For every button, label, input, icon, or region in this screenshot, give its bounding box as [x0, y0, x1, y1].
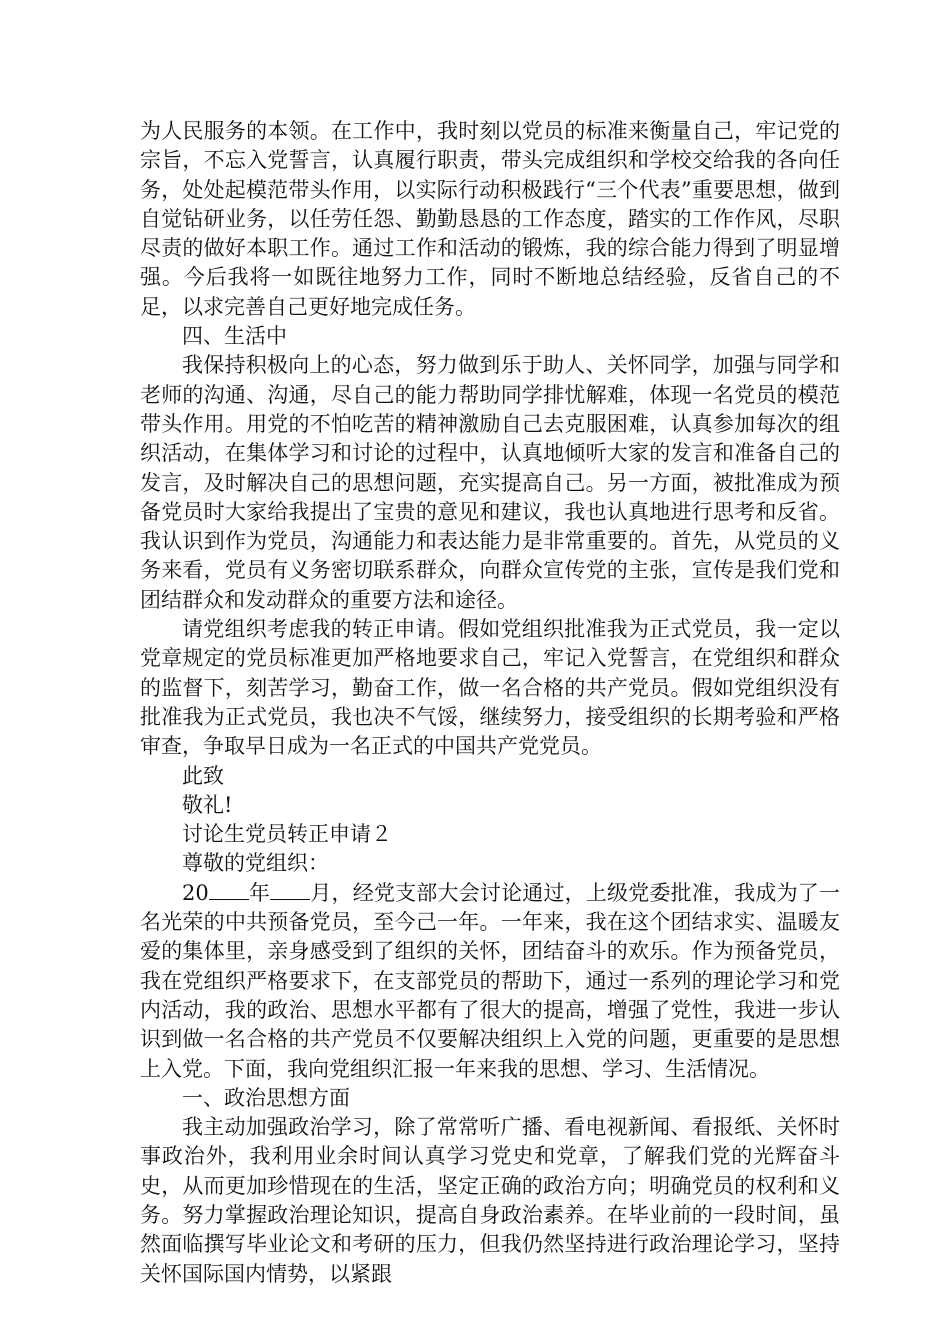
document-title-2: 讨论生党员转正申请２ [182, 822, 392, 847]
closing-line-2: 敬礼! [182, 792, 233, 817]
document-body [140, 117, 840, 1289]
year-word: 年 [248, 880, 271, 905]
year-prefix: 20 [182, 880, 209, 905]
intro-text: 月，经党支部大会讨论通过，上级党委批准，我成为了一名光荣的中共预备党员，至今己一年。一年来，我在这个团结求实、温暖友爱的集体里，亲身感受到了组织的关怀，团结奋斗的欢乐。作为预备党员，我在党组织严格要求下，在支部党员的帮助下，通过一系列的理论学习和党内活动，我的政治、思想水平都有了很大的提高，增强了党性，我进一步认识到做一名合格的共产党员不仅要解决组织上入党的问题，更重要的是思想上入党。下面，我向党组织汇报一年来我的思想、学习、生活情况。 [140, 880, 840, 1081]
salutation: 尊敬的党组织： [182, 851, 329, 876]
month-blank [270, 879, 310, 900]
closing-line-1: 此致 [182, 763, 224, 788]
section-heading-politics: 一、政治思想方面 [182, 1085, 350, 1110]
paragraph-intro [140, 879, 840, 1084]
paragraph-request: 请党组织考虑我的转正申请。假如党组织批准我为正式党员，我一定以党章规定的党员标准更加严格地要求自己，牢记入党誓言，在党组织和群众的监督下，刻苦学习，勤奋工作，做一名合格的共产党员。假如党组织没有批准我为正式党员，我也决不气馁，继续努力，接受组织的长期考验和严格审查，争取早日成为一名正式的中国共产党党员。 [140, 617, 840, 759]
year-blank [209, 879, 249, 900]
paragraph-work: 为人民服务的本领。在工作中，我时刻以党员的标准来衡量自己，牢记党的宗旨，不忘入党誓言，认真履行职责，带头完成组织和学校交给我的各向任务，处处起模范带头作用，以实际行动积极践行“三个代表”重要思想，做到自觉钻研业务，以任劳任怨、勤勤恳恳的工作态度，踏实的工作作风，尽职尽责的做好本职工作。通过工作和活动的锻炼，我的综合能力得到了明显增强。今后我将一如既往地努力工作，同时不断地总结经验，反省自己的不足，以求完善自己更好地完成任务。 [140, 119, 840, 319]
paragraph-politics: 我主动加强政治学习，除了常常听广播、看电视新闻、看报纸、关怀时事政治外，我利用业余时间认真学习党史和党章，了解我们党的光辉奋斗史，从而更加珍惜现在的生活，坚定正确的政治方向；明确党员的权利和义务。努力掌握政治理论知识，提高自身政治素养。在毕业前的一段时间，虽然面临撰写毕业论文和考研的压力，但我仍然坚持进行政治理论学习，坚持关怀国际国内情势，以紧跟 [140, 1115, 840, 1286]
paragraph-life: 我保持积极向上的心态，努力做到乐于助人、关怀同学，加强与同学和老师的沟通、沟通，尽自己的能力帮助同学排忧解难，体现一名党员的模范带头作用。用党的不怕吃苦的精神激励自己去克服困难，认真参加每次的组织活动，在集体学习和讨论的过程中，认真地倾听大家的发言和准备自己的发言，及时解决自己的思想问题，充实提高自己。另一方面，被批准成为预备党员时大家给我提出了宝贵的意见和建议，我也认真地进行思考和反省。我认识到作为党员，沟通能力和表达能力是非常重要的。首先，从党员的义务来看，党员有义务密切联系群众，向群众宣传党的主张，宣传是我们党和团结群众和发动群众的重要方法和途径。 [140, 353, 840, 612]
section-heading-life: 四、生活中 [182, 324, 287, 349]
